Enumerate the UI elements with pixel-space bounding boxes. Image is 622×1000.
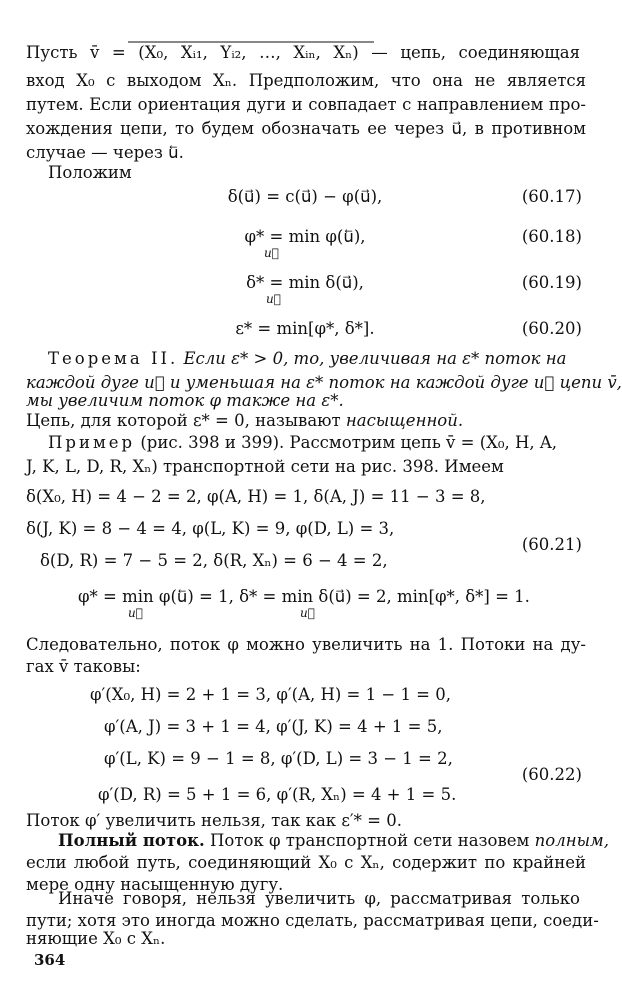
paragraph-1-line-1: Пусть v̄ = (X₀, Xᵢ₁, Yᵢ₂, …, Xᵢₙ, Xₙ) — цепь, соединяющая [26, 43, 580, 62]
system-60-21-subscript-left: u⃖ [128, 606, 143, 620]
system-60-22-number: (60.22) [521, 765, 582, 784]
paragraph-1-line-2: вход X₀ с выходом Xₙ. Предположим, что она не является [26, 71, 586, 90]
saturated-definition [26, 410, 586, 432]
theorem-line-3: мы увеличим поток φ также на ε*. [26, 391, 344, 410]
example-line-1 [48, 432, 580, 454]
saturated-definition-text: Цепь, для которой ε* = 0, называют [26, 411, 341, 430]
theorem-line-1-text: Если ε* > 0, то, увеличивая на ε* поток на [183, 349, 567, 368]
example-line-2: J, K, L, D, R, Xₙ) транспортной сети на рис. 398. Имеем [26, 457, 504, 476]
formula-number-60-19: (60.19) [521, 273, 582, 292]
theorem-line-2: каждой дуге u⃗ и уменьшая на ε* поток на каждой дуге u⃖ цепи v̄, [26, 373, 622, 392]
otherwise-line-1: Иначе говоря, нельзя увеличить φ, рассматривая только [58, 889, 580, 908]
example-label: Пример [48, 433, 136, 452]
formula-60-19-subscript: u⃗ [266, 292, 281, 306]
system-60-21-row-1: δ(X₀, H) = 4 − 2 = 2, φ(A, H) = 1, δ(A, J) = 11 − 3 = 8, [26, 487, 486, 506]
formula-60-18: φ* = min φ(u⃖), [244, 227, 366, 246]
full-flow-line-3: мере одну насыщенную дугу. [26, 875, 284, 894]
theorem-label: Теорема II. [48, 349, 179, 368]
conclusion-line-2: гах v̄ таковы: [26, 657, 141, 676]
tuple-overline [128, 38, 378, 46]
system-60-21-row-4: φ* = min φ(u⃖) = 1, δ* = min δ(u⃗) = 2, min[φ*, δ*] = 1. [78, 587, 530, 606]
full-flow-term: полным, [534, 831, 609, 850]
formula-number-60-20: (60.20) [521, 319, 582, 338]
system-60-21-subscript-right: u⃗ [300, 606, 315, 620]
full-flow-line-1 [58, 830, 609, 852]
cannot-increase: Поток φ′ увеличить нельзя, так как ε′* = 0. [26, 811, 402, 830]
system-60-21-number: (60.21) [521, 535, 582, 554]
system-60-21-row-2: δ(J, K) = 8 − 4 = 4, φ(L, K) = 9, φ(D, L) = 3, [26, 519, 395, 538]
system-60-22-row-4: φ′(D, R) = 5 + 1 = 6, φ′(R, Xₙ) = 4 + 1 = 5. [98, 785, 457, 804]
formulas-intro: Положим [48, 163, 132, 182]
saturated-term: насыщенной. [345, 411, 464, 430]
page-number: 364 [34, 951, 66, 969]
paragraph-1-line-5: случае — через u⃖. [26, 143, 184, 162]
formula-number-60-17: (60.17) [521, 187, 582, 206]
system-60-21-row-3: δ(D, R) = 7 − 5 = 2, δ(R, Xₙ) = 6 − 4 = 2, [40, 551, 388, 570]
full-flow-heading: Полный поток. [58, 831, 205, 850]
formula-60-17: δ(u⃗) = c(u⃗) − φ(u⃗), [227, 187, 383, 206]
full-flow-line-2: если любой путь, соединяющий X₀ с Xₙ, содержит по крайней [26, 853, 586, 872]
otherwise-line-2: пути; хотя это иногда можно сделать, рассматривая цепи, соеди- [26, 911, 599, 930]
formula-60-20: ε* = min[φ*, δ*]. [235, 319, 375, 338]
system-60-22-row-2: φ′(A, J) = 3 + 1 = 4, φ′(J, K) = 4 + 1 = 5, [104, 717, 443, 736]
example-line-1-text: (рис. 398 и 399). Рассмотрим цепь v̄ = (X₀, H, A, [140, 433, 558, 452]
paragraph-1-line-4: хождения цепи, то будем обозначать ее через u⃗, в противном [26, 119, 586, 138]
formula-number-60-18: (60.18) [521, 227, 582, 246]
conclusion-line-1: Следовательно, поток φ можно увеличить на 1. Потоки на ду- [26, 635, 586, 654]
system-60-22-row-1: φ′(X₀, H) = 2 + 1 = 3, φ′(A, H) = 1 − 1 = 0, [90, 685, 451, 704]
paragraph-1-line-3: путем. Если ориентация дуги и совпадает с направлением про- [26, 95, 586, 114]
formula-60-18-subscript: u⃖ [264, 246, 279, 260]
theorem-line-1 [48, 348, 580, 370]
formula-60-19: δ* = min δ(u⃗), [246, 273, 364, 292]
full-flow-line-1-text: Поток φ транспортной сети назовем [210, 831, 530, 850]
system-60-22-row-3: φ′(L, K) = 9 − 1 = 8, φ′(D, L) = 3 − 1 = 2, [104, 749, 453, 768]
otherwise-line-3: няющие X₀ с Xₙ. [26, 929, 166, 948]
